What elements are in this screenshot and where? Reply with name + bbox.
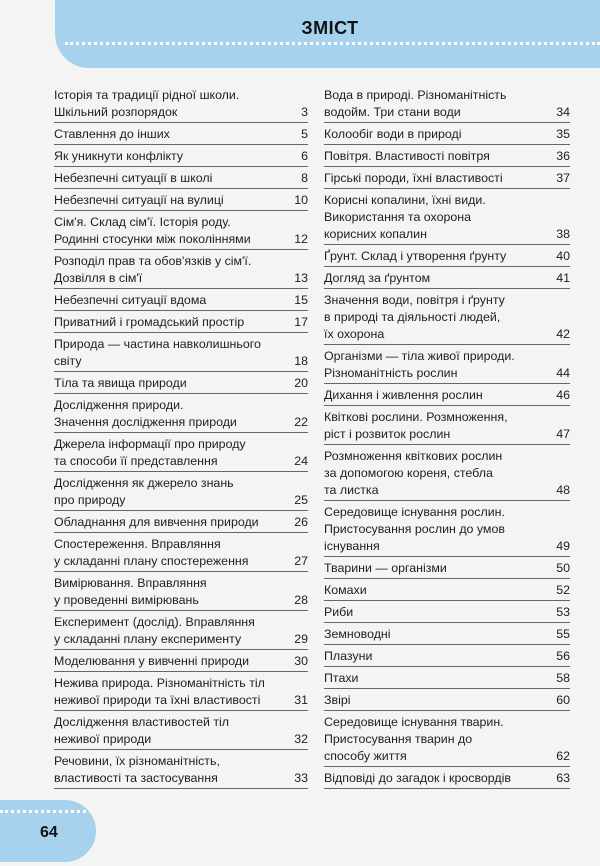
toc-entry (324, 645, 570, 667)
toc-entry (324, 245, 570, 267)
header-dotted-line (65, 42, 600, 45)
toc-entry-page: 47 (556, 427, 570, 441)
toc-right-column (324, 84, 570, 789)
toc-entry (54, 145, 308, 167)
toc-entry-page: 8 (301, 171, 308, 185)
toc-entry-page: 58 (556, 671, 570, 685)
toc-entry (54, 711, 308, 750)
toc-entry-title: Тіла та явища природи (54, 376, 187, 390)
toc-entry-page: 29 (294, 632, 308, 646)
toc-entry (54, 572, 308, 611)
toc-entry-page: 15 (294, 293, 308, 307)
toc-entry (54, 311, 308, 333)
toc-entry (54, 511, 308, 533)
toc-entry-title: Експеримент (дослід). Вправляння у складанні плану експерименту (54, 615, 255, 646)
toc-entry (54, 123, 308, 145)
toc-entry (324, 267, 570, 289)
toc-entry-title: Небезпечні ситуації вдома (54, 293, 207, 307)
toc-entry-title: Розмноження квіткових рослин за допомогою кореня, стебла та листка (324, 449, 503, 497)
toc-entry (324, 167, 570, 189)
toc-entry-page: 35 (556, 127, 570, 141)
toc-entry (54, 211, 308, 250)
toc-entry-title: Птахи (324, 671, 359, 685)
toc-entry (54, 189, 308, 211)
toc-entry (54, 250, 308, 289)
toc-entry (324, 445, 570, 501)
toc-entry (324, 689, 570, 711)
toc-entry-page: 24 (294, 454, 308, 468)
toc-entry-page: 5 (301, 127, 308, 141)
toc-entry-page: 22 (294, 415, 308, 429)
toc-entry-title: Тварини — організми (324, 561, 447, 575)
toc-entry-title: Небезпечні ситуації в школі (54, 171, 213, 185)
toc-entry (324, 189, 570, 245)
toc-entry-title: Організми — тіла живої природи. Різноманітність рослин (324, 349, 515, 380)
toc-entry-title: Середовище існування тварин. Пристосування тварин до способу життя (324, 715, 504, 763)
toc-entry (324, 623, 570, 645)
toc-entry-page: 52 (556, 583, 570, 597)
toc-entry-title: Значення води, повітря і ґрунту в природі та діяльності людей, їх охорона (324, 293, 505, 341)
toc-entry (324, 667, 570, 689)
toc-entry-page: 17 (294, 315, 308, 329)
toc-entry-title: Розподіл прав та обов'язків у сім'ї. Дозвілля в сім'ї (54, 254, 252, 285)
toc-entry-title: Приватний і громадський простір (54, 315, 245, 329)
toc-entry-page: 18 (294, 354, 308, 368)
footer-dotted-line (0, 810, 86, 813)
page-number: 64 (40, 824, 58, 841)
toc-entry-page: 31 (294, 693, 308, 707)
toc-entry-page: 37 (556, 171, 570, 185)
toc-entry-title: Дослідження природи. Значення дослідження природи (54, 398, 237, 429)
toc-entry (54, 472, 308, 511)
toc-entry-page: 26 (294, 515, 308, 529)
toc-entry-title: Небезпечні ситуації на вулиці (54, 193, 224, 207)
toc-entry (324, 84, 570, 123)
toc-entry-title: Гірські породи, їхні властивості (324, 171, 503, 185)
toc-entry-page: 3 (301, 105, 308, 119)
toc-entry-title: Квіткові рослини. Розмноження, ріст і розвиток рослин (324, 410, 508, 441)
toc-entry-page: 20 (294, 376, 308, 390)
toc-entry-title: Ґрунт. Склад і утворення ґрунту (324, 249, 507, 263)
toc-entry (324, 601, 570, 623)
toc-entry-title: Плазуни (324, 649, 373, 663)
toc-entry (324, 711, 570, 767)
page-title: ЗМІСТ (301, 18, 359, 38)
toc-entry-page: 10 (294, 193, 308, 207)
toc-entry-page: 32 (294, 732, 308, 746)
toc-entry (324, 384, 570, 406)
toc-entry-page: 55 (556, 627, 570, 641)
toc-entry (324, 406, 570, 445)
toc-entry-page: 41 (556, 271, 570, 285)
toc-entry (54, 672, 308, 711)
toc-entry-title: Середовище існування рослин. Пристосування рослин до умов існування (324, 505, 505, 553)
toc-entry-page: 50 (556, 561, 570, 575)
toc-entry (324, 501, 570, 557)
toc-entry-page: 34 (556, 105, 570, 119)
toc-entry-page: 56 (556, 649, 570, 663)
toc-entry-title: Корисні копалини, їхні види. Використання та охорона корисних копалин (324, 193, 486, 241)
toc-entry-title: Обладнання для вивчення природи (54, 515, 259, 529)
toc-entry-page: 44 (556, 366, 570, 380)
toc-entry-title: Нежива природа. Різноманітність тіл неживої природи та їхні властивості (54, 676, 265, 707)
toc-entry-title: Сім'я. Склад сім'ї. Історія роду. Родинні стосунки між поколіннями (54, 215, 251, 246)
toc-entry-page: 30 (294, 654, 308, 668)
toc-entry (54, 289, 308, 311)
toc-entry (324, 579, 570, 601)
toc-entry-title: Комахи (324, 583, 367, 597)
toc-entry (54, 750, 308, 789)
toc-entry-page: 27 (294, 554, 308, 568)
toc-entry (324, 557, 570, 579)
toc-entry-page: 60 (556, 693, 570, 707)
toc-entry-title: Риби (324, 605, 354, 619)
toc-entry-page: 46 (556, 388, 570, 402)
toc-entry-page: 6 (301, 149, 308, 163)
toc-entry-title: Дихання і живлення рослин (324, 388, 483, 402)
toc-entry-page: 48 (556, 483, 570, 497)
toc-entry (54, 394, 308, 433)
toc-entry-page: 36 (556, 149, 570, 163)
toc-entry-title: Природа — частина навколишнього світу (54, 337, 261, 368)
toc-entry-title: Вимірювання. Вправляння у проведенні вимірювань (54, 576, 207, 607)
toc-entry (54, 611, 308, 650)
toc-entry (54, 84, 308, 123)
toc-entry (54, 433, 308, 472)
toc-entry-title: Колообіг води в природі (324, 127, 462, 141)
toc-entry-page: 33 (294, 771, 308, 785)
toc-entry-page: 42 (556, 327, 570, 341)
toc-entry-page: 28 (294, 593, 308, 607)
toc-entry-title: Догляд за ґрунтом (324, 271, 431, 285)
toc-entry (324, 123, 570, 145)
toc-entry (54, 333, 308, 372)
toc-entry (54, 372, 308, 394)
toc-entry-page: 38 (556, 227, 570, 241)
toc-entry-page: 40 (556, 249, 570, 263)
toc-entry-page: 13 (294, 271, 308, 285)
toc-entry (324, 345, 570, 384)
toc-entry-title: Спостереження. Вправляння у складанні плану спостереження (54, 537, 249, 568)
toc-entry-page: 62 (556, 749, 570, 763)
toc-entry-title: Дослідження властивостей тіл неживої природи (54, 715, 230, 746)
toc-entry-title: Моделювання у вивченні природи (54, 654, 250, 668)
toc-entry-title: Земноводні (324, 627, 391, 641)
toc-entry-page: 53 (556, 605, 570, 619)
toc-entry-title: Звірі (324, 693, 351, 707)
toc-entry (324, 767, 570, 789)
toc-entry-title: Джерела інформації про природу та способи її представлення (54, 437, 246, 468)
toc-entry (324, 145, 570, 167)
toc-entry-title: Вода в природі. Різноманітність водойм. Три стани води (324, 88, 507, 119)
toc-entry-title: Речовини, їх різноманітність, властивості та застосування (54, 754, 220, 785)
toc-entry-title: Історія та традиції рідної школи. Шкільний розпорядок (54, 88, 240, 119)
toc-entry-page: 12 (294, 232, 308, 246)
toc-entry-title: Повітря. Властивості повітря (324, 149, 490, 163)
toc-entry-page: 25 (294, 493, 308, 507)
toc-entry (54, 650, 308, 672)
toc-entry-page: 63 (556, 771, 570, 785)
toc-entry-title: Ставлення до інших (54, 127, 170, 141)
toc-entry-title: Дослідження як джерело знань про природу (54, 476, 234, 507)
toc-entry-page: 49 (556, 539, 570, 553)
toc-entry (54, 533, 308, 572)
toc-entry-title: Як уникнути конфлікту (54, 149, 184, 163)
toc-left-column (54, 84, 308, 789)
toc-entry-title: Відповіді до загадок і кросвордів (324, 771, 511, 785)
toc-entry (54, 167, 308, 189)
toc-entry (324, 289, 570, 345)
